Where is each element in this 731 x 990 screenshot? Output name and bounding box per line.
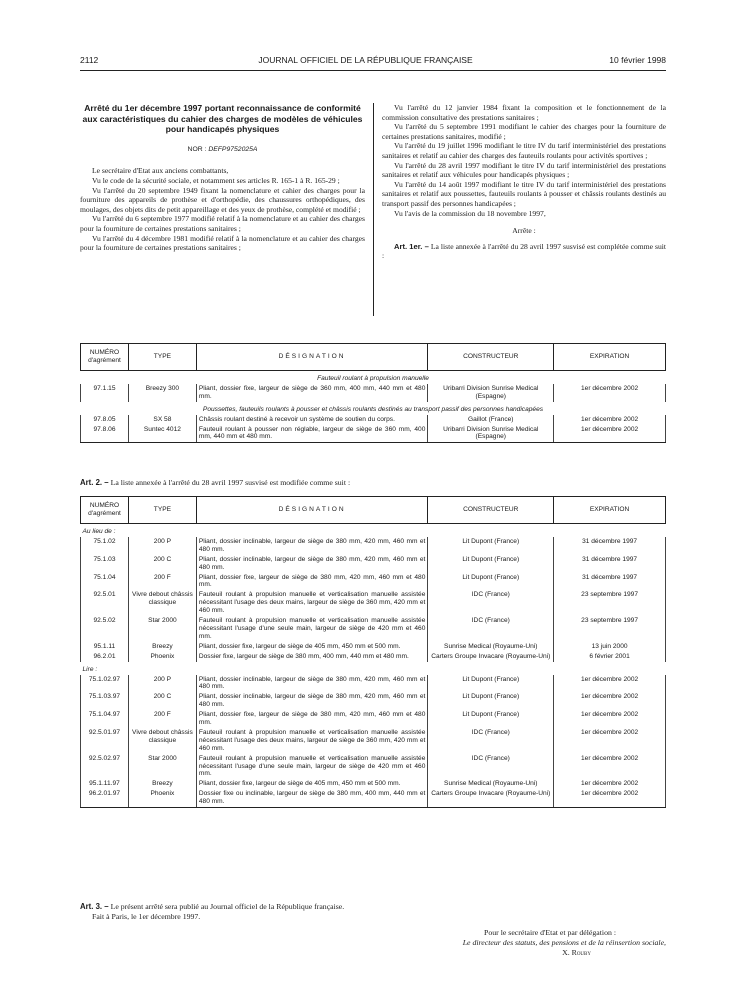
- table-row: 97.1.15 Breezy 300 Pliant, dossier fixe, largeur de siège de 360 mm, 400 mm, 440 mm et 480 mm. Uribarri Division Sunrise Medical (Espagne) 1er décembre 2002: [81, 384, 666, 402]
- journal-title: JOURNAL OFFICIEL DE LA RÉPUBLIQUE FRANÇAISE: [258, 55, 473, 65]
- signatory-name: X. Rouby: [562, 948, 591, 957]
- column-divider: [373, 103, 374, 316]
- table-header-row: [81, 497, 666, 524]
- section-heading: Fauteuil roulant à propulsion manuelle: [317, 375, 429, 382]
- subheading-lire: Lire :: [82, 665, 98, 673]
- issue-date: 10 février 1998: [609, 55, 666, 65]
- paragraph: Vu l'arrêté du 5 septembre 1991 modifiant le cahier des charges pour la fourniture de certaines prestations sanitaires, modifié ;: [382, 122, 666, 141]
- paragraph: Vu l'arrêté du 4 décembre 1981 modifié relatif à la nomenclature et au cahier des charges pour la fourniture de certaines prestations sanitaires ;: [80, 233, 365, 253]
- table-row: 96.2.01 Phoenix Dossier fixe, largeur de siège de 380 mm, 400 mm, 440 mm et 480 mm. Carters Groupe Invacare (Royaume-Uni) 6 février 2001: [81, 652, 666, 662]
- table-row: 95.1.11.97 Breezy Pliant, dossier fixe, largeur de siège de 405 mm, 450 mm et 500 mm. Sunrise Medical (Royaume-Uni) 1er décembre 2002: [81, 779, 666, 789]
- decree-title: Arrêté du 1er décembre 1997 portant reconnaissance de conformité aux caractéristiques du cahier des charges de modèles de véhicules pour handicapés physiques: [82, 103, 363, 135]
- paragraph: Vu l'arrêté du 19 juillet 1996 modifiant le titre IV du tarif interministériel des prestations sanitaires et relatif au cahier des charges des fauteuils roulants pour activités sportives ;: [382, 141, 666, 160]
- paragraph: Vu l'avis de la commission du 18 novembre 1997,: [394, 208, 546, 218]
- paragraph: Vu l'arrêté du 14 août 1997 modifiant le titre IV du tarif interministériel des prestations sanitaires et relatif aux poussettes, fauteuils roulants à pousser et châssis roulants destinés au transport passif des personnes handicapées ;: [382, 179, 666, 208]
- table-modifications: [80, 496, 666, 808]
- col-type: TYPE: [128, 344, 196, 371]
- article-1: Art. 1er. – La liste annexée à l'arrêté du 28 avril 1997 susvisé est complétée comme suit :: [382, 241, 666, 261]
- article-3: Art. 3. – Le présent arrêté sera publié au Journal officiel de la République française. Fait à Paris, le 1er décembre 1997.: [80, 902, 666, 922]
- table-row: 96.2.01.97 Phoenix Dossier fixe ou inclinable, largeur de siège de 380 mm, 400 mm, 440 mm et 480 mm. Carters Groupe Invacare (Royaume-Uni) 1er décembre 2002: [81, 789, 666, 807]
- rows-au-lieu: [81, 537, 666, 662]
- rows-lire: [81, 675, 666, 808]
- paragraph: Vu l'arrêté du 20 septembre 1949 fixant la nomenclature et cahier des charges pour la fourniture des appareils de prothèse et d'orthopédie, des chaussures orthopédiques, des moulages, des objets dits de petit appareillage et des yeux de prothèse, complété et modifié ;: [80, 185, 365, 214]
- table-row: 75.1.04 200 F Pliant, dossier fixe, largeur de siège de 380 mm, 420 mm, 460 mm et 480 mm. Lit Dupont (France) 31 décembre 1997: [81, 573, 666, 591]
- table-row: 97.8.06 Suntec 4012 Fauteuil roulant à pousser non réglable, largeur de siège de 360 mm, 400 mm, 440 mm et 480 mm. Uribarri Division Sunrise Medical (Espagne) 1er décembre 2002: [81, 425, 666, 443]
- paragraph: Vu le code de la sécurité sociale, et notamment ses articles R. 165-1 à R. 165-29 ;: [92, 175, 340, 185]
- fait-a-paris: Fait à Paris, le 1er décembre 1997.: [92, 912, 201, 921]
- paragraph: Vu l'arrêté du 28 avril 1997 modifiant le titre IV du tarif interministériel des prestations sanitaires et relatif aux véhicules pour handicapés physiques ;: [382, 160, 666, 180]
- left-column: [80, 103, 365, 253]
- signature-block: Pour le secrétaire d'Etat et par délégation : Le directeur des statuts, des pensions et de la réinsertion sociale, X. Rouby: [360, 928, 666, 958]
- arrete-heading: Arrête :: [512, 226, 536, 236]
- col-numero: NUMÉRO d'agrément: [81, 497, 129, 524]
- right-column: [382, 103, 666, 261]
- section-heading: Poussettes, fauteuils roulants à pousser et châssis roulants destinés au transport passif des personnes handicapées: [202, 405, 544, 413]
- col-type: TYPE: [128, 497, 196, 524]
- col-designation: DÉSIGNATION: [196, 344, 428, 371]
- header-rule: [80, 70, 666, 71]
- table-row: 92.5.01.97 Vivre debout châssis classique Fauteuil roulant à propulsion manuelle et verticalisation manuelle assistée nécessitant l'usage des deux mains, largeur de siège de 360 mm, 420 mm et 460 mm. IDC (France) 1er décembre 2002: [81, 728, 666, 754]
- page-number: 2112: [80, 55, 99, 65]
- table-row: 92.5.01 Vivre debout châssis classique Fauteuil roulant à propulsion manuelle et verticalisation manuelle assistée nécessitant l'usage des deux mains, largeur de siège de 360 mm, 420 mm et 460 mm. IDC (France) 23 septembre 1997: [81, 590, 666, 616]
- table-row: 75.1.02 200 P Pliant, dossier inclinable, largeur de siège de 380 mm, 420 mm, 460 mm et 480 mm. Lit Dupont (France) 31 décembre 1997: [81, 537, 666, 555]
- table-row: 75.1.02.97 200 P Pliant, dossier inclinable, largeur de siège de 380 mm, 420 mm, 460 mm et 480 mm. Lit Dupont (France) 1er décembre 2002: [81, 675, 666, 693]
- table-header-row: [81, 344, 666, 371]
- col-expiration: EXPIRATION: [554, 344, 666, 371]
- table-row: 75.1.03.97 200 C Pliant, dossier inclinable, largeur de siège de 380 mm, 420 mm, 460 mm et 480 mm. Lit Dupont (France) 1er décembre 2002: [81, 692, 666, 710]
- paragraph: Vu l'arrêté du 6 septembre 1977 modifié relatif à la nomenclature et au cahier des charges pour la fourniture de certaines prestations sanitaires ;: [80, 214, 365, 233]
- table-row: 75.1.03 200 C Pliant, dossier inclinable, largeur de siège de 380 mm, 420 mm, 460 mm et 480 mm. Lit Dupont (France) 31 décembre 1997: [81, 555, 666, 573]
- col-constructeur: CONSTRUCTEUR: [428, 497, 554, 524]
- nor-code: DEFP9752025A: [208, 145, 258, 153]
- article-2: Art. 2. – La liste annexée à l'arrêté du 28 avril 1997 susvisé est modifiée comme suit :: [80, 478, 351, 487]
- table-additions: [80, 343, 666, 443]
- col-numero: NUMÉRO d'agrément: [81, 344, 129, 371]
- paragraph: Le secrétaire d'Etat aux anciens combattants,: [92, 166, 229, 176]
- col-expiration: EXPIRATION: [554, 497, 666, 524]
- subheading-au-lieu: Au lieu de :: [82, 528, 116, 535]
- col-constructeur: CONSTRUCTEUR: [428, 344, 554, 371]
- table-row: 95.1.11 Breezy Pliant, dossier fixe, largeur de siège de 405 mm, 450 mm et 500 mm. Sunrise Medical (Royaume-Uni) 13 juin 2000: [81, 642, 666, 652]
- table-row: 92.5.02.97 Star 2000 Fauteuil roulant à propulsion manuelle et verticalisation manuelle assistée nécessitant l'usage d'une seule main, largeur de siège de 420 mm et 460 mm. IDC (France) 1er décembre 2002: [81, 754, 666, 780]
- col-designation: DÉSIGNATION: [196, 497, 428, 524]
- table-row: 92.5.02 Star 2000 Fauteuil roulant à propulsion manuelle et verticalisation manuelle assistée nécessitant l'usage d'une seule main, largeur de siège de 420 mm et 460 mm. IDC (France) 23 septembre 1997: [81, 616, 666, 642]
- table-row: 97.8.05 SX 58 Châssis roulant destiné à recevoir un système de soutien du corps. Gaillot (France) 1er décembre 2002: [81, 415, 666, 425]
- paragraph: Vu l'arrêté du 12 janvier 1984 fixant la composition et le fonctionnement de la commission consultative des prestations sanitaires ;: [382, 103, 666, 122]
- nor-reference: NOR : DEFP9752025A: [187, 145, 258, 153]
- table-row: 75.1.04.97 200 F Pliant, dossier fixe, largeur de siège de 380 mm, 420 mm, 460 mm et 480 mm. Lit Dupont (France) 1er décembre 2002: [81, 710, 666, 728]
